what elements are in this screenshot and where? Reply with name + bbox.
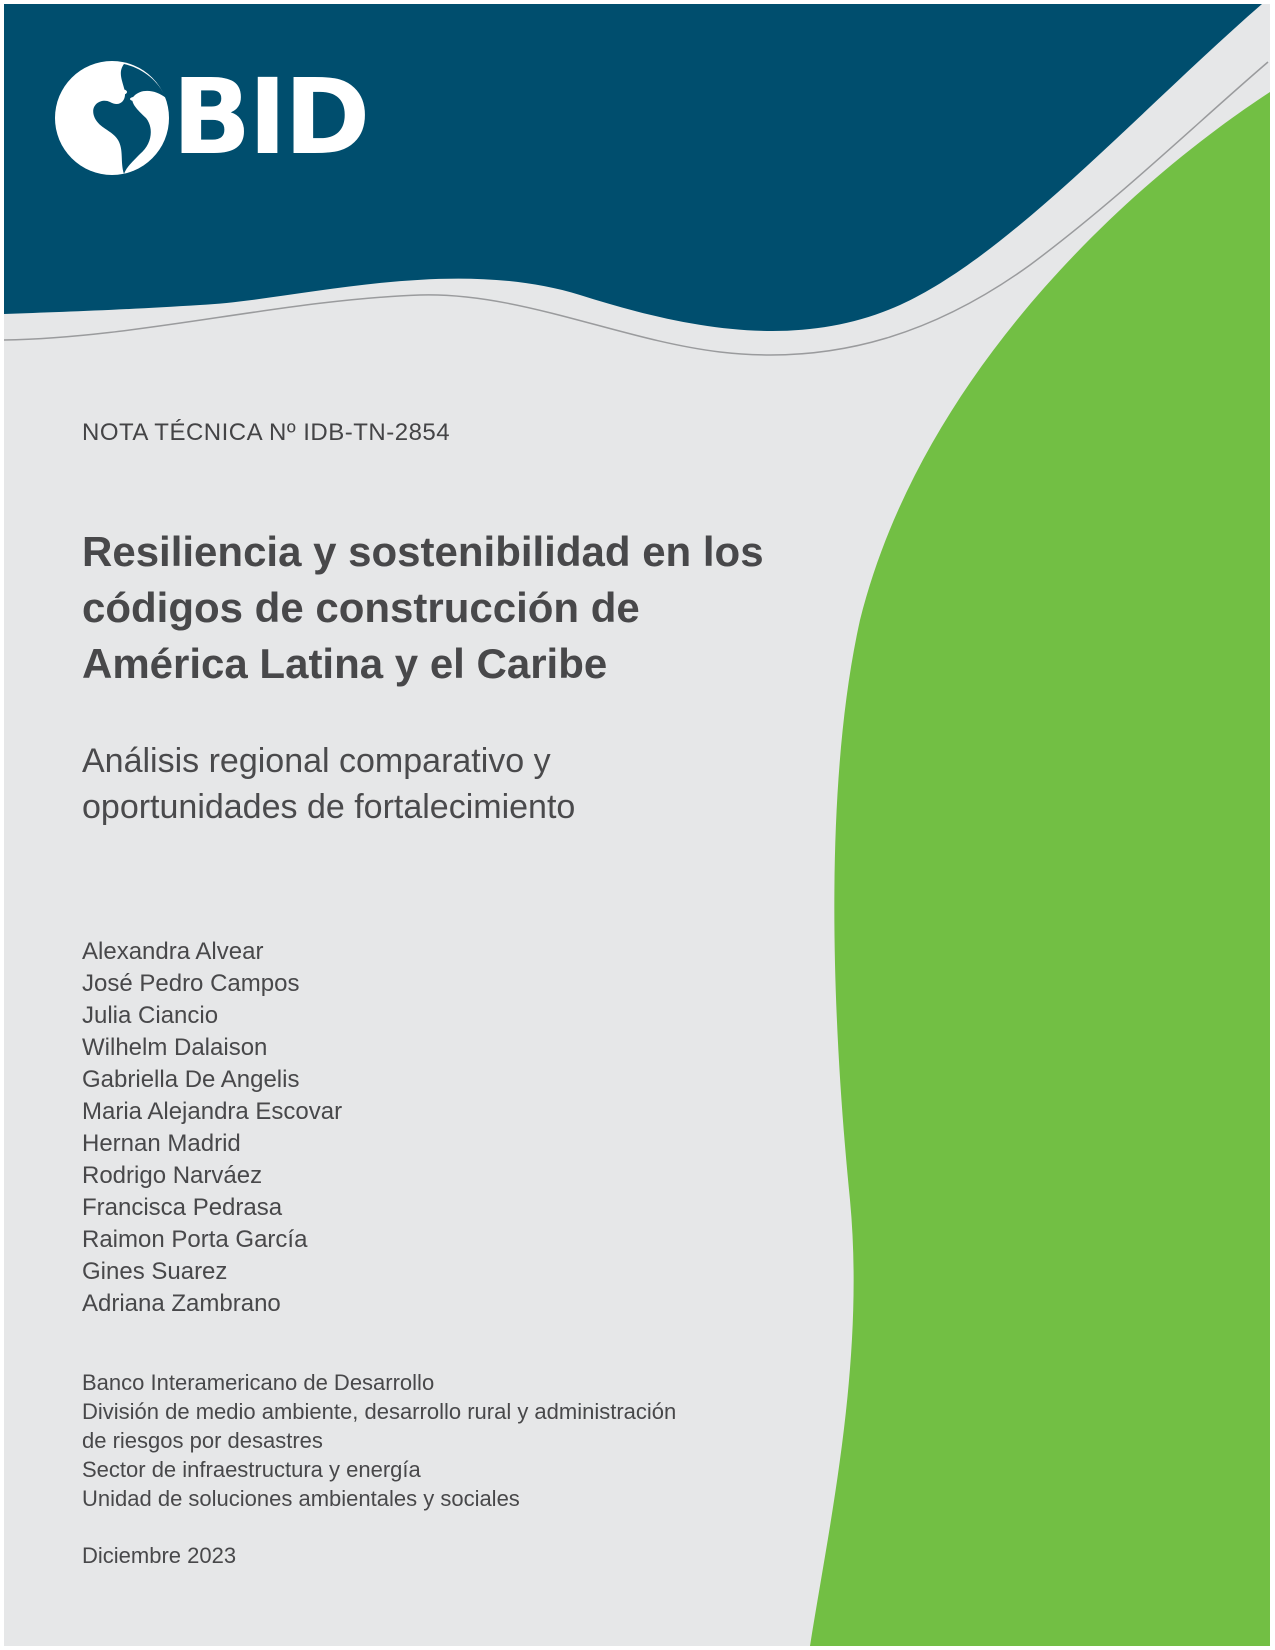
author-name: Hernan Madrid (82, 1130, 241, 1157)
publication-date: Diciembre 2023 (82, 1543, 237, 1568)
institution-line: de riesgos por desastres (82, 1428, 323, 1453)
institution-line: Banco Interamericano de Desarrollo (82, 1370, 435, 1395)
page-title (82, 524, 902, 692)
author-name: Gines Suarez (82, 1258, 228, 1285)
author-name: Maria Alejandra Escovar (82, 1098, 343, 1125)
author-name: Wilhelm Dalaison (82, 1034, 268, 1061)
author-name: Adriana Zambrano (82, 1290, 281, 1317)
title-line: códigos de construcción de (82, 584, 640, 631)
subtitle-line: Análisis regional comparativo y (82, 742, 551, 780)
author-name: Alexandra Alvear (82, 938, 264, 965)
institution-line: División de medio ambiente, desarrollo rural y administración (82, 1399, 677, 1424)
globe-icon (54, 58, 172, 176)
author-name: Julia Ciancio (82, 1002, 219, 1029)
author-name: Rodrigo Narváez (82, 1162, 263, 1189)
title-line: Resiliencia y sostenibilidad en los (82, 528, 764, 575)
institution-line: Sector de infraestructura y energía (82, 1457, 421, 1482)
institution-block (82, 1368, 676, 1513)
subtitle-line: oportunidades de fortalecimiento (82, 788, 576, 826)
bid-logo-wordmark: BID (172, 56, 368, 178)
title-line: América Latina y el Caribe (82, 640, 608, 687)
author-list (82, 936, 342, 1320)
author-name: Raimon Porta García (82, 1226, 308, 1253)
institution-line: Unidad de soluciones ambientales y sociales (82, 1486, 520, 1511)
page-subtitle (82, 738, 842, 830)
author-name: José Pedro Campos (82, 970, 300, 997)
bid-logo (54, 58, 374, 180)
author-name: Gabriella De Angelis (82, 1066, 300, 1093)
author-name: Francisca Pedrasa (82, 1194, 283, 1221)
technical-note-number: NOTA TÉCNICA Nº IDB-TN-2854 (82, 419, 451, 446)
